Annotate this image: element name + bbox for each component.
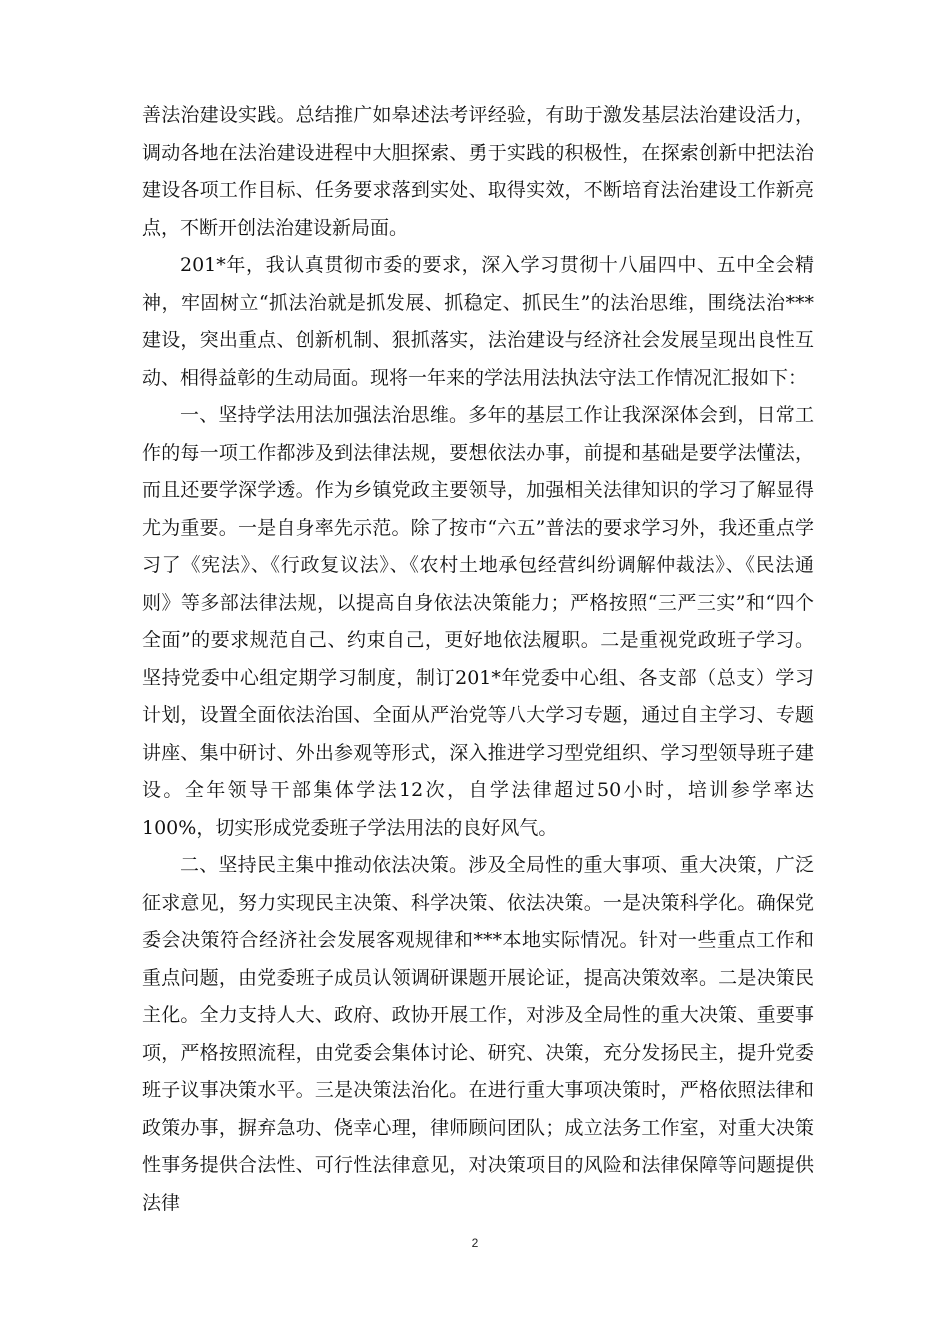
paragraph-section-one: 一、坚持学法用法加强法治思维。多年的基层工作让我深深体会到，日常工作的每一项工作都涉及到法律法规，要想依法办事，前提和基础是要学法懂法，而且还要学深学透。作为乡镇党政主要领导，加强相关法律知识的学习了解显得尤为重要。一是自身率先示范。除了按市“六五”普法的要求学习外，我还重点学习了《宪法》、《行政复议法》、《农村土地承包经营纠纷调解仲裁法》、《民法通则》等多部法律法规，以提高自身依法决策能力；严格按照“三严三实”和“四个全面”的要求规范自己、约束自己，更好地依法履职。二是重视党政班子学习。坚持党委中心组定期学习制度，制订201*年党委中心组、各支部（总支）学习计划，设置全面依法治国、全面从严治党等八大学习专题，通过自主学习、专题讲座、集中研讨、外出参观等形式，深入推进学习型党组织、学习型领导班子建设。全年领导干部集体学法12次，自学法律超过50小时，培训参学率达100%，切实形成党委班子学法用法的良好风气。 (142, 404, 814, 839)
paragraph-continuation: 善法治建设实践。总结推广如皋述法考评经验，有助于激发基层法治建设活力，调动各地在法治建设进程中大胆探索、勇于实践的积极性，在探索创新中把法治建设各项工作目标、任务要求落到实处、取得实效，不断培育法治建设工作新亮点，不断开创法治建设新局面。 (142, 104, 814, 239)
body-text (142, 97, 814, 1222)
page-number: 2 (471, 1236, 479, 1250)
paragraph-intro: 201*年，我认真贯彻市委的要求，深入学习贯彻十八届四中、五中全会精神，牢固树立“抓法治就是抓发展、抓稳定、抓民生”的法治思维，围绕法治***建设，突出重点、创新机制、狠抓落实，法治建设与经济社会发展呈现出良性互动、相得益彰的生动局面。现将一年来的学法用法执法守法工作情况汇报如下： (142, 254, 814, 389)
paragraph-section-two: 二、坚持民主集中推动依法决策。涉及全局性的重大事项、重大决策，广泛征求意见，努力实现民主决策、科学决策、依法决策。一是决策科学化。确保党委会决策符合经济社会发展客观规律和***本地实际情况。针对一些重点工作和重点问题，由党委班子成员认领调研课题开展论证，提高决策效率。二是决策民主化。全力支持人大、政府、政协开展工作，对涉及全局性的重大决策、重要事项，严格按照流程，由党委会集体讨论、研究、决策，充分发扬民主，提升党委班子议事决策水平。三是决策法治化。在进行重大事项决策时，严格依照法律和政策办事，摒弃急功、侥幸心理，律师顾问团队；成立法务工作室，对重大决策性事务提供合法性、可行性法律意见，对决策项目的风险和法律保障等问题提供法律 (142, 854, 814, 1214)
